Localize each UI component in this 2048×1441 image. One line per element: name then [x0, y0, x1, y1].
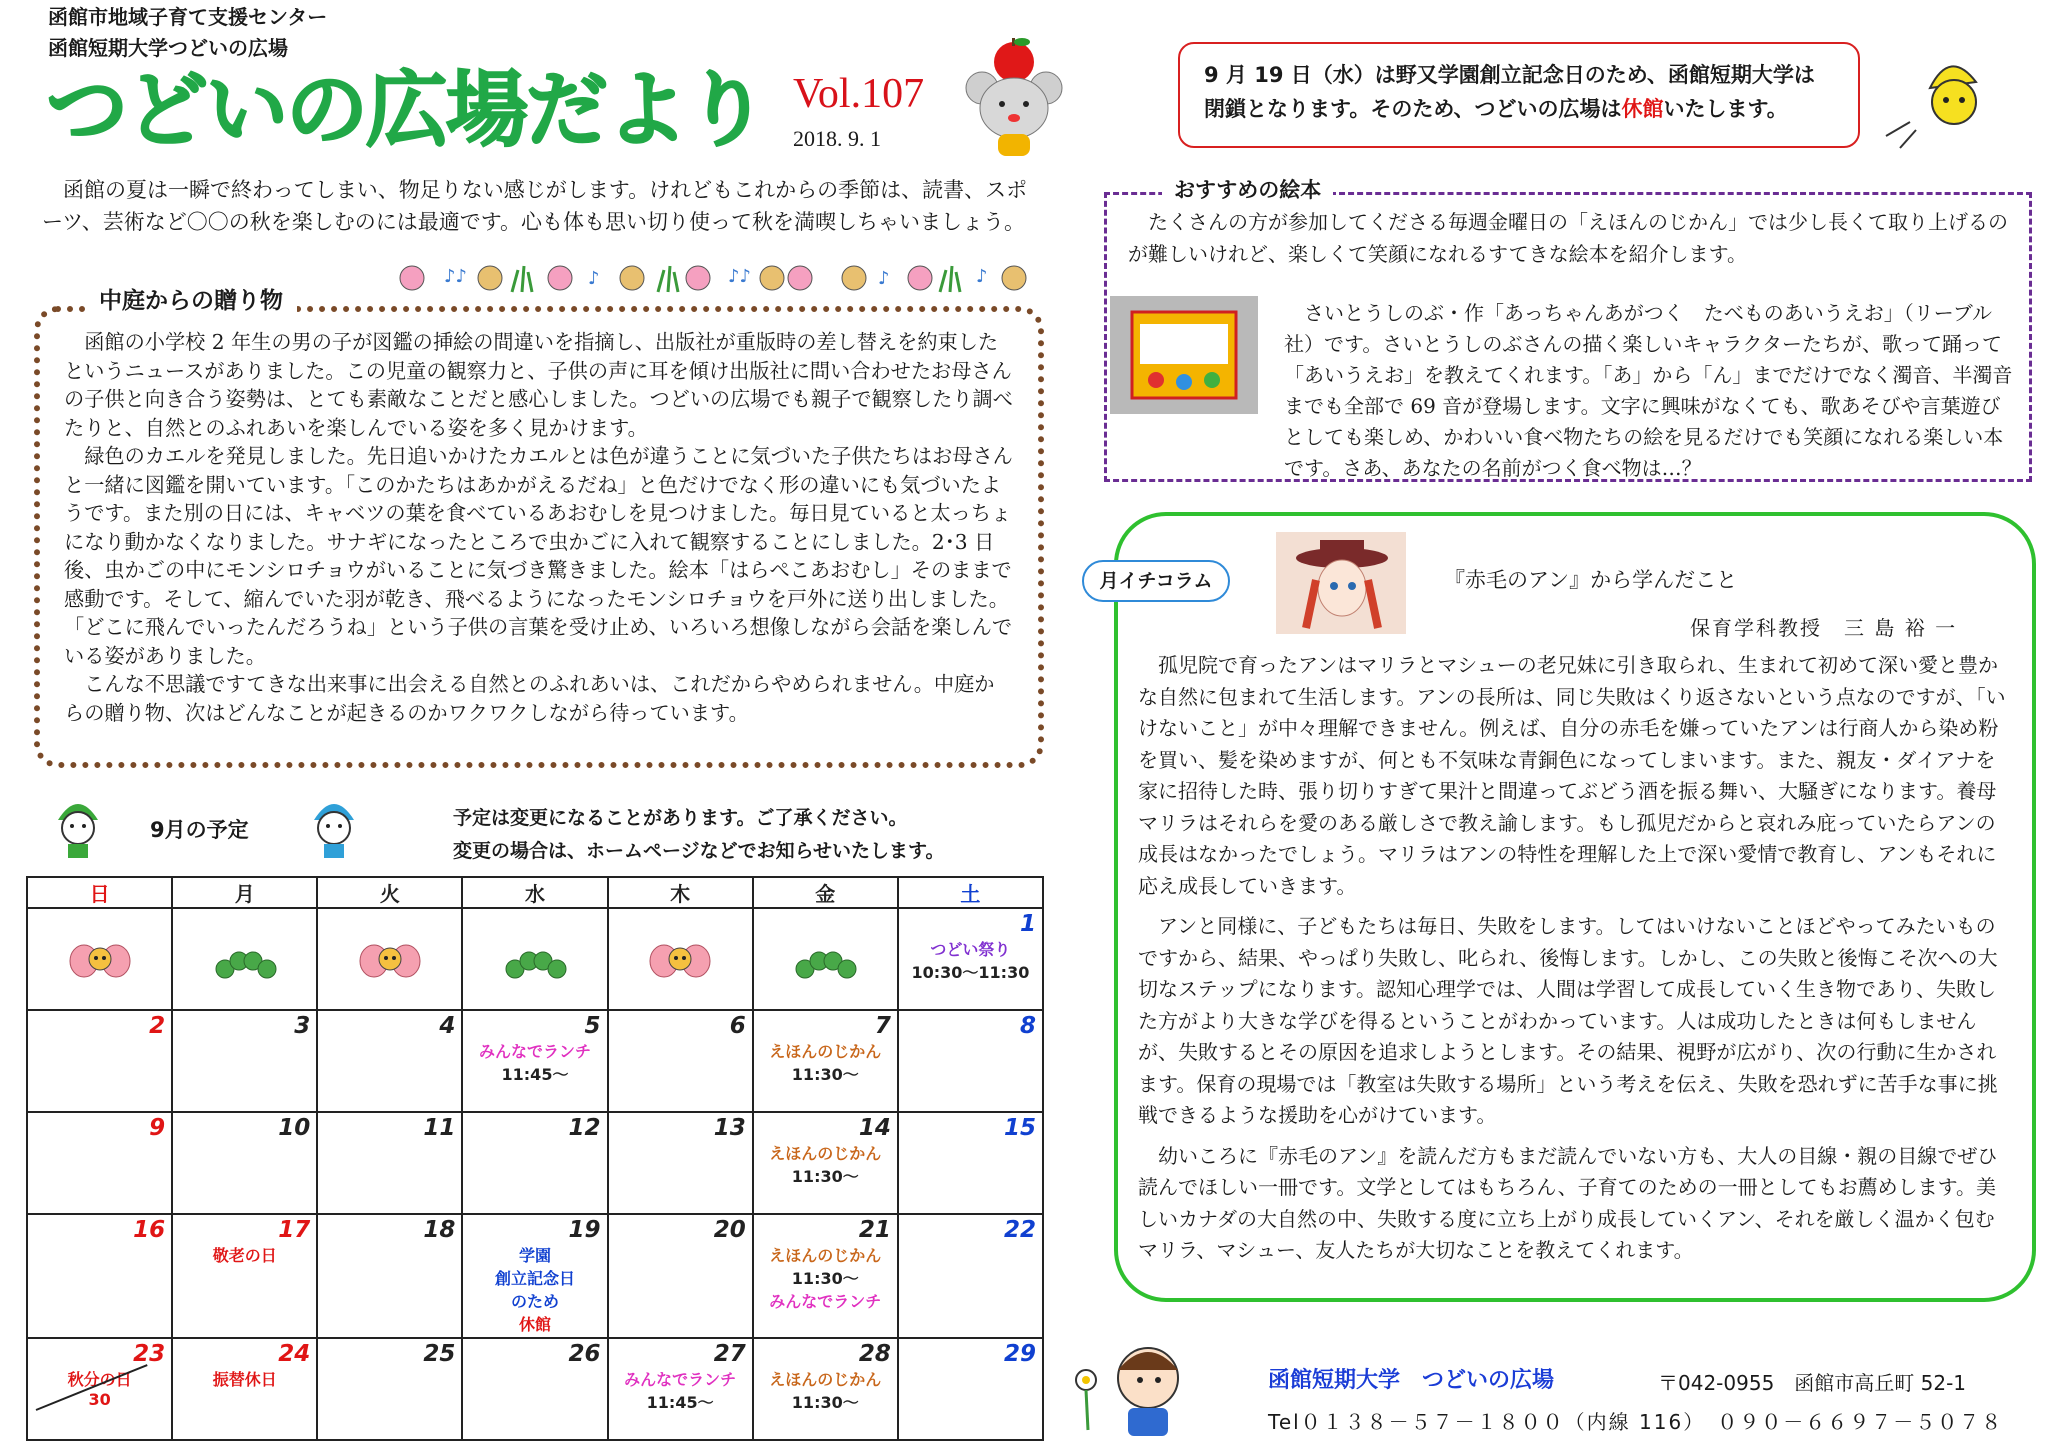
day-number: 27: [713, 1341, 746, 1367]
day-number: 9: [149, 1115, 166, 1141]
butterfly-icon: [615, 911, 746, 987]
weekday-header: 月: [172, 877, 317, 908]
calendar-event: つどい祭り: [930, 940, 1011, 959]
calendar-day-cell: [317, 1010, 462, 1112]
calendar-day-cell: [172, 908, 317, 1010]
monthly-column-badge: 月イチコラム: [1082, 560, 1230, 602]
day-number: 10: [278, 1115, 311, 1141]
book-recommendation-title: おすすめの絵本: [1162, 174, 1333, 204]
footer-organization: 函館短期大学 つどいの広場: [1268, 1368, 1555, 1393]
calendar-day-cell: [608, 1214, 753, 1338]
calendar-event: 11:30～: [791, 1167, 859, 1186]
closure-notice: [1178, 42, 1860, 148]
day-number: 8: [1019, 1013, 1036, 1039]
calendar-day-cell: [462, 1338, 607, 1440]
day-number: 24: [278, 1341, 311, 1367]
calendar-event: えほんのじかん: [769, 1042, 882, 1061]
calendar-day-cell: [27, 908, 172, 1010]
column-author: 保育学科教授 三 島 裕 一: [1690, 616, 1958, 640]
day-number: 22: [1003, 1217, 1036, 1243]
blue-child-illustration: [306, 792, 362, 862]
courtyard-article-title: 中庭からの贈り物: [85, 282, 297, 315]
calendar-event: えほんのじかん: [769, 1370, 882, 1389]
column-paragraph: 幼いころに『赤毛のアン』を読んだ方もまだ読んでいない方も、大人の目線・親の目線でぜひ読んでほしい一冊です。文学としてはもちろん、子育てのための一冊としてもお薦めします。美しいカナダの大自然の中、失敗する度に立ち上がり成長していくアン、それを厳しく温かく包むマリラ、マシュー、友人たちが大切なことを教えてくれます。: [1138, 1143, 1998, 1262]
courtyard-paragraph: 函館の小学校 2 年生の男の子が図鑑の挿絵の間違いを指摘し、出版社が重版時の差し替えを約束したというニュースがありました。この児童の観察力と、子供の声に耳を傾け出版社に問い合わせたお母さんの子供と向き合う姿勢は、とても素敵なことだと感心しました。つどいの広場でも親子で観察したり調べたりと、自然とのふれあいを楽しんでいる姿を多く見かけます。: [64, 330, 1013, 440]
book-intro-paragraph: たくさんの方が参加してくださる毎週金曜日の「えほんのじかん」では少し長くて取り上げるのが難しいけれど、楽しくて笑顔になれるすてきな絵本を紹介します。: [1128, 210, 2008, 266]
calendar-event: 10:30～11:30: [911, 963, 1030, 982]
day-number: 23: [133, 1341, 166, 1367]
book-description-paragraph: さいとうしのぶ・作「あっちゃんあがつく たべものあいうえお」（リーブル社）です。さいとうしのぶさんの描く楽しいキャラクターたちが、歌って踊って「あいうえお」を教えてくれます。「あ」から「ん」までだけでなく濁音、半濁音までも全部で 69 音が登場します。文字に興味がなくても、歌あそびや言葉遊びとしても楽しめ、かわいい食べ物たちの絵を見るだけでも笑顔になれる楽しい本です。さあ、あなたの名前がつく食べ物は…？: [1284, 301, 2013, 480]
day-number: 21: [858, 1217, 891, 1243]
anne-of-green-gables-illustration: [1276, 532, 1406, 634]
calendar-day-cell: [27, 1214, 172, 1338]
calendar-day-cell: [898, 1112, 1043, 1214]
notice-text: いたします。: [1663, 97, 1788, 121]
caterpillar-icon: [760, 911, 891, 987]
calendar-week-row: [27, 1010, 1043, 1112]
calendar-event: 11:30～: [791, 1393, 859, 1412]
schedule-title: 9月の予定: [150, 818, 249, 842]
day-number: 19: [568, 1217, 601, 1243]
intro-paragraph: 函館の夏は一瞬で終わってしまい、物足りない感じがします。けれどもこれからの季節は、読書、スポーツ、芸術など〇〇の秋を楽しむのには最適です。心も体も思い切り使って秋を満喫しちゃいましょう。: [42, 178, 1028, 234]
day-number: 14: [858, 1115, 891, 1141]
calendar-day-cell: [462, 1214, 607, 1338]
calendar-event: 秋分の日: [67, 1370, 132, 1389]
org-line-2: 函館短期大学つどいの広場: [48, 36, 288, 60]
schedule-note-line-1: 予定は変更になることがあります。ご了承ください。: [453, 807, 908, 829]
column-title: 『赤毛のアン』から学んだこと: [1444, 568, 1738, 592]
calendar-day-cell: [317, 1112, 462, 1214]
day-number: 2: [149, 1013, 166, 1039]
calendar-day-cell: [172, 1010, 317, 1112]
calendar-event: 11:30～: [791, 1269, 859, 1288]
calendar-day-cell: [317, 908, 462, 1010]
calendar-event: 休館: [518, 1315, 551, 1334]
calendar-body: [27, 908, 1043, 1440]
calendar-day-cell: [898, 1214, 1043, 1338]
day-number: 13: [713, 1115, 746, 1141]
weekday-header: 日: [27, 877, 172, 908]
calendar-day-cell: [753, 1010, 898, 1112]
calendar-day-cell: [898, 1010, 1043, 1112]
calendar-day-cell: [462, 1010, 607, 1112]
calendar-week-row: [27, 1214, 1043, 1338]
svg-text:♪: ♪: [588, 268, 600, 289]
calendar-week-row: [27, 1112, 1043, 1214]
day-number: 29: [1003, 1341, 1036, 1367]
courtyard-paragraph: こんな不思議ですてきな出来事に出会える自然とのふれあいは、これだからやめられません。中庭からの贈り物、次はどんなことが起きるのかワクワクしながら待っています。: [64, 672, 995, 725]
calendar-event: 11:45～: [501, 1065, 569, 1084]
calendar-event: のため: [510, 1292, 559, 1311]
calendar-day-cell: [608, 1112, 753, 1214]
calendar-day-cell: [172, 1338, 317, 1440]
weekday-header: 水: [462, 877, 607, 908]
notice-closed-word: 休館: [1621, 97, 1664, 121]
yellow-hat-character-illustration: [1880, 48, 2010, 158]
caterpillar-icon: [179, 911, 310, 987]
calendar-event: 30: [88, 1390, 111, 1409]
green-child-illustration: [50, 792, 106, 862]
calendar-event: 創立記念日: [494, 1269, 575, 1288]
calendar-day-cell: [753, 908, 898, 1010]
weekday-header: 土: [898, 877, 1043, 908]
day-number: 12: [568, 1115, 601, 1141]
calendar-day-cell: [27, 1338, 172, 1440]
book-cover-photo: [1110, 296, 1258, 414]
mouse-apple-illustration: [962, 36, 1066, 160]
butterfly-icon: [34, 911, 165, 987]
day-number: 20: [713, 1217, 746, 1243]
footer-phone: Tel０１３８－５７－１８００（内線 116） ０９０－６６９７－５０７８: [1268, 1410, 2004, 1434]
calendar-day-cell: [172, 1214, 317, 1338]
calendar-day-cell: [462, 908, 607, 1010]
notice-line-1: 9 月 19 日（水）は野又学園創立記念日のため、函館短期大学は: [1204, 63, 1815, 87]
footer-address: 〒042-0955 函館市高丘町 52-1: [1658, 1371, 1967, 1395]
calendar-day-cell: [317, 1214, 462, 1338]
calendar-day-cell: [753, 1338, 898, 1440]
calendar-day-cell: [898, 908, 1043, 1010]
svg-text:♪♪: ♪♪: [728, 266, 751, 287]
caterpillar-icon: [469, 911, 600, 987]
calendar-day-cell: [608, 908, 753, 1010]
day-number: 5: [584, 1013, 601, 1039]
calendar-day-cell: [753, 1112, 898, 1214]
schedule-note: [453, 802, 945, 868]
day-number: 7: [874, 1013, 891, 1039]
calendar-weekday-row: [27, 877, 1043, 908]
calendar-day-cell: [753, 1214, 898, 1338]
decorative-border-strip: [392, 258, 1044, 298]
day-number: 16: [133, 1217, 166, 1243]
notice-text: 閉鎖となります。そのため、つどいの広場は: [1204, 97, 1622, 121]
calendar-day-cell: [608, 1338, 753, 1440]
day-number: 1: [1019, 911, 1036, 937]
calendar-event: みんなでランチ: [769, 1292, 882, 1311]
calendar-day-cell: [462, 1112, 607, 1214]
day-number: 15: [1003, 1115, 1036, 1141]
issue-date: 2018. 9. 1: [793, 126, 881, 151]
courtyard-article-body: [64, 328, 1014, 727]
calendar-day-cell: [608, 1010, 753, 1112]
calendar-event: みんなでランチ: [624, 1370, 737, 1389]
svg-text:♪♪: ♪♪: [444, 266, 467, 287]
newsletter-title: つどいの広場だより: [46, 63, 767, 158]
day-number: 17: [278, 1217, 311, 1243]
day-number: 11: [423, 1115, 456, 1141]
calendar-day-cell: [27, 1010, 172, 1112]
schedule-note-line-2: 変更の場合は、ホームページなどでお知らせいたします。: [453, 840, 945, 862]
calendar-event: 11:30～: [791, 1065, 859, 1084]
calendar-event: えほんのじかん: [769, 1246, 882, 1265]
calendar-event: 学園: [518, 1246, 551, 1265]
day-number: 25: [423, 1341, 456, 1367]
calendar-day-cell: [317, 1338, 462, 1440]
svg-text:♪: ♪: [976, 266, 988, 287]
calendar-event: 振替休日: [212, 1370, 277, 1389]
calendar-event: 11:45～: [646, 1393, 714, 1412]
column-paragraph: アンと同様に、子どもたちは毎日、失敗をします。してはいけないことほどやってみたいものですから、結果、やっぱり失敗し、叱られ、後悔します。しかし、この失敗と後悔こそ次への大切なステップになります。認知心理学では、人間は学習して成長していく生き物であり、失敗した方がより大きな学びを得るということがわかっています。人は成功したときは何もしませんが、失敗するとその原因を追求しようとします。その結果、視野が広がり、次の行動に生かされます。保育の現場では「教室は失敗する場所」という考えを伝え、失敗を恐れずに苦手な事に挑戦できるような援助を心がけています。: [1138, 914, 1998, 1127]
svg-text:♪: ♪: [878, 268, 890, 289]
weekday-header: 木: [608, 877, 753, 908]
boy-with-flower-illustration: [1066, 1330, 1196, 1440]
calendar-week-row: [27, 908, 1043, 1010]
courtyard-paragraph: 緑色のカエルを発見しました。先日追いかけたカエルとは色が違うことに気づいた子供たちはお母さんと一緒に図鑑を開いています。「このかたちはあかがえるだね」と色だけでなく形の違いにも気づいたようです。また別の日には、キャベツの葉を食べているあおむしを見つけました。毎日見ていると太っちょになり動かなくなりました。サナギになったところで虫かごに入れて観察することにしました。2･3 日後、虫かごの中にモンシロチョウがいることに気づき驚きました。絵本「はらぺこあおむし」そのままで感動です。そして、縮んでいた羽が乾き、飛べるようになったモンシロチョウを戸外に送り出しました。「どこに飛んでいったんだろうね」という子供の言葉を受け止め、いろいろ想像しながら会話を楽しんでいる姿がありました。: [64, 444, 1013, 668]
calendar-event: えほんのじかん: [769, 1144, 882, 1163]
calendar-day-cell: [27, 1112, 172, 1214]
butterfly-icon: [324, 911, 455, 987]
day-number: 4: [439, 1013, 456, 1039]
weekday-header: 火: [317, 877, 462, 908]
notice-line-2: [1204, 92, 1834, 126]
weekday-header: 金: [753, 877, 898, 908]
calendar-day-cell: [172, 1112, 317, 1214]
day-number: 18: [423, 1217, 456, 1243]
calendar-week-row: [27, 1338, 1043, 1440]
column-paragraph: 孤児院で育ったアンはマリラとマシューの老兄妹に引き取られ、生まれて初めて深い愛と豊かな自然に包まれて生活します。アンの長所は、同じ失敗はくり返さないという点なのですが、「いけないこと」が中々理解できません。例えば、自分の赤毛を嫌っていたアンは行商人から染め粉を買い、髪を染めますが、何とも不気味な青銅色になってしまいます。また、親友・ダイアナを家に招待した時、張り切りすぎて果汁と間違ってぶどう酒を振る舞い、大騒ぎになります。養母マリラはそれらを愛のある厳しさで教え諭します。もし孤児だからと哀れみ庇っていたらアンの成長はなかったでしょう。マリラはアンの特性を理解した上で深い愛情で教育し、アンもそれに応え成長していきます。: [1138, 653, 2006, 898]
calendar-event: 敬老の日: [212, 1246, 277, 1265]
org-line-1: 函館市地域子育て支援センター: [48, 5, 328, 29]
calendar-day-cell: [898, 1338, 1043, 1440]
organization-name: [48, 2, 327, 64]
calendar-event: みんなでランチ: [478, 1042, 591, 1061]
volume-number: Vol.107: [793, 71, 925, 117]
september-calendar: [26, 876, 1044, 1441]
day-number: 6: [729, 1013, 746, 1039]
day-number: 26: [568, 1341, 601, 1367]
day-number: 28: [858, 1341, 891, 1367]
column-body: [1138, 650, 2008, 1276]
day-number: 3: [294, 1013, 311, 1039]
